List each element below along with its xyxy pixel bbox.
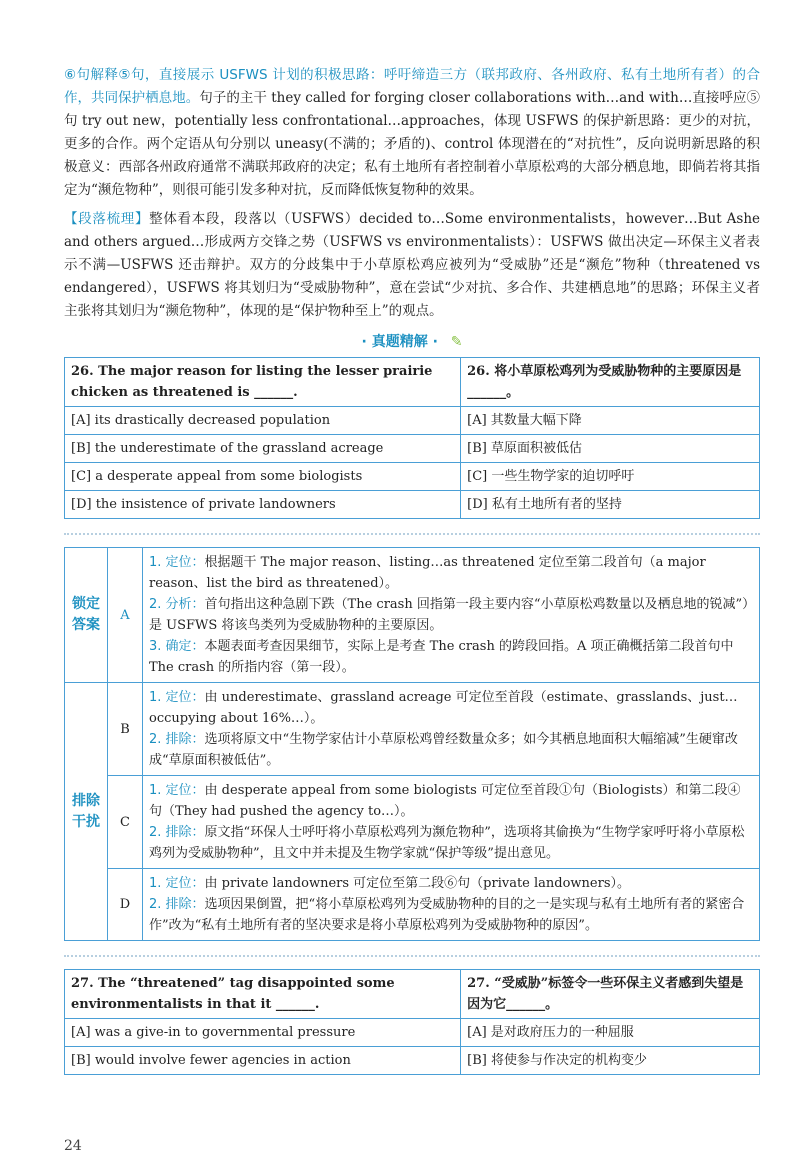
pen-icon: ✎ [450, 334, 463, 350]
option-en: [A] was a give-in to governmental pressure [65, 1019, 461, 1047]
paragraph-summary-body: 整体看本段，段落以（USFWS）decided to…Some environmentalists，however…But Ashe and others argued…形成两方交锋之势（USFWS vs environmentalists）：USFWS 做出决定—环保主义者表示不满—USFWS 还击辩护。双方的分歧集中于小草原松鸡应被列为“受威胁”还是“濒危”物种（threatened vs endangered），USFWS 将其划归为“受威胁物种”，意在尝试“少对抗、多合作、共建栖息地”的思路；环保主义者主张将其划归为“濒危物种”，体现的是“保护物种至上”的观点。 [64, 211, 761, 319]
step-label: 2. 排除： [149, 825, 205, 840]
option-letter: D [108, 869, 143, 941]
question-27-stem-zh: 27. “受威胁”标签令一些环保主义者感到失望是因为它______。 [461, 970, 760, 1019]
analysis-step [149, 873, 753, 894]
option-zh: [B] 将使参与作决定的机构变少 [461, 1047, 760, 1075]
option-en: [A] its drastically decreased population [65, 407, 461, 435]
option-row [65, 463, 760, 491]
option-row [65, 1019, 760, 1047]
step-label: 1. 定位： [149, 783, 205, 798]
analysis-step [149, 780, 753, 822]
section-title-text: · 真题精解 · [361, 334, 438, 350]
intro-paragraph-2 [64, 208, 760, 323]
analysis-step [149, 552, 753, 594]
option-row [65, 407, 760, 435]
step-text: 本题表面考查因果细节，实际上是考查 The crash 的跨段回指。A 项正确概括第二段首句中 The crash 的所指内容（第一段）。 [149, 639, 734, 675]
analysis-text [143, 683, 760, 776]
option-letter: A [108, 548, 143, 683]
option-en: [B] the underestimate of the grassland acreage [65, 435, 461, 463]
analysis-step [149, 822, 753, 864]
analysis-row-D [65, 869, 760, 941]
dotted-divider [64, 955, 760, 957]
analysis-step [149, 594, 753, 636]
option-letter: B [108, 683, 143, 776]
step-text: 首句指出这种急剧下跌（The crash 回指第一段主要内容“小草原松鸡数量以及栖息地的锐减”）是 USFWS 将该鸟类列为受威胁物种的主要原因。 [149, 597, 749, 633]
question-27-stem-en: 27. The “threatened” tag disappointed some environmentalists in that it ______. [65, 970, 461, 1019]
option-row [65, 435, 760, 463]
analysis-step [149, 636, 753, 678]
analysis-text [143, 548, 760, 683]
step-text: 选项将原文中“生物学家估计小草原松鸡曾经数量众多；如今其栖息地面积大幅缩减”生硬窜改成“草原面积被低估”。 [149, 732, 738, 768]
step-label: 1. 定位： [149, 690, 205, 705]
step-label: 2. 分析： [149, 597, 205, 612]
option-row [65, 491, 760, 519]
step-text: 根据题干 The major reason、listing…as threatened 定位至第二段首句（a major reason、list the bird as threatened）。 [149, 555, 706, 591]
group-label-answer: 锁定答案 [65, 548, 108, 683]
step-label: 2. 排除： [149, 897, 205, 912]
question-27-stem-row [65, 970, 760, 1019]
analysis-step [149, 687, 753, 729]
option-letter: C [108, 776, 143, 869]
option-en: [B] would involve fewer agencies in action [65, 1047, 461, 1075]
analysis-table [64, 547, 760, 941]
page-content [64, 64, 760, 1075]
analysis-row-A [65, 548, 760, 683]
question-26-stem-zh: 26. 将小草原松鸡列为受威胁物种的主要原因是______。 [461, 358, 760, 407]
question-27-table [64, 969, 760, 1075]
analysis-text [143, 776, 760, 869]
option-en: [D] the insistence of private landowners [65, 491, 461, 519]
step-label: 1. 定位： [149, 876, 205, 891]
option-zh: [A] 是对政府压力的一种屈服 [461, 1019, 760, 1047]
step-text: 由 private landowners 可定位至第二段⑥句（private landowners）。 [204, 876, 631, 891]
intro-highlight: ⑥句解释⑤句，直接展示 USFWS 计划的积极思路：呼吁缔造三方（联邦政府、各州政府、私有土地所有者）的合作，共同保护栖息地。 [64, 67, 760, 106]
question-26-stem-row [65, 358, 760, 407]
question-26-table [64, 357, 760, 519]
option-zh: [C] 一些生物学家的迫切呼吁 [461, 463, 760, 491]
option-zh: [D] 私有土地所有者的坚持 [461, 491, 760, 519]
option-row [65, 1047, 760, 1075]
step-text: 选项因果倒置，把“将小草原松鸡列为受威胁物种的目的之一是实现与私有土地所有者的紧密合作”改为“私有土地所有者的坚决要求是将小草原松鸡列为受威胁物种的原因”。 [149, 897, 745, 933]
option-zh: [B] 草原面积被低估 [461, 435, 760, 463]
analysis-row-C [65, 776, 760, 869]
paragraph-summary-tag: 【段落梳理】 [64, 211, 150, 227]
intro-body: 句子的主干 they called for forging closer collaborations with…and with…直接呼应⑤句 try out new，potentially less confrontational…approaches，体现 USFWS 的保护新思路：更少的对抗，更多的合作。两个定语从句分别以 uneasy(不满的；矛盾的)、control 体现潜在的“对抗性”，反向说明新思路的积极意义：西部各州政府通常不满联邦政府的决定；私有土地所有者控制着小草原松鸡的大部分栖息地，即倘若将其指定为“濒危物种”，则很可能引发多种对抗，反而降低恢复物种的效果。 [64, 90, 761, 198]
dotted-divider [64, 533, 760, 535]
question-26-stem-en: 26. The major reason for listing the lesser prairie chicken as threatened is ______. [65, 358, 461, 407]
analysis-step [149, 729, 753, 771]
step-text: 由 desperate appeal from some biologists 可定位至首段①句（Biologists）和第二段④句（They had pushed the agency to…）。 [149, 783, 741, 819]
group-label-distractors: 排除干扰 [65, 683, 108, 941]
step-text: 原文指“环保人士呼吁将小草原松鸡列为濒危物种”，选项将其偷换为“生物学家呼吁将小草原松鸡列为受威胁物种”，且文中并未提及生物学家就“保护等级”提出意见。 [149, 825, 745, 861]
section-title [64, 331, 760, 351]
step-text: 由 underestimate、grassland acreage 可定位至首段（estimate、grasslands、just…occupying about 16%…）。 [149, 690, 738, 726]
option-zh: [A] 其数量大幅下降 [461, 407, 760, 435]
step-label: 3. 确定： [149, 639, 205, 654]
option-en: [C] a desperate appeal from some biologists [65, 463, 461, 491]
analysis-step [149, 894, 753, 936]
analysis-row-B [65, 683, 760, 776]
step-label: 1. 定位： [149, 555, 205, 570]
page-number: 24 [64, 1138, 82, 1154]
intro-paragraph-1 [64, 64, 760, 202]
analysis-text [143, 869, 760, 941]
step-label: 2. 排除： [149, 732, 205, 747]
